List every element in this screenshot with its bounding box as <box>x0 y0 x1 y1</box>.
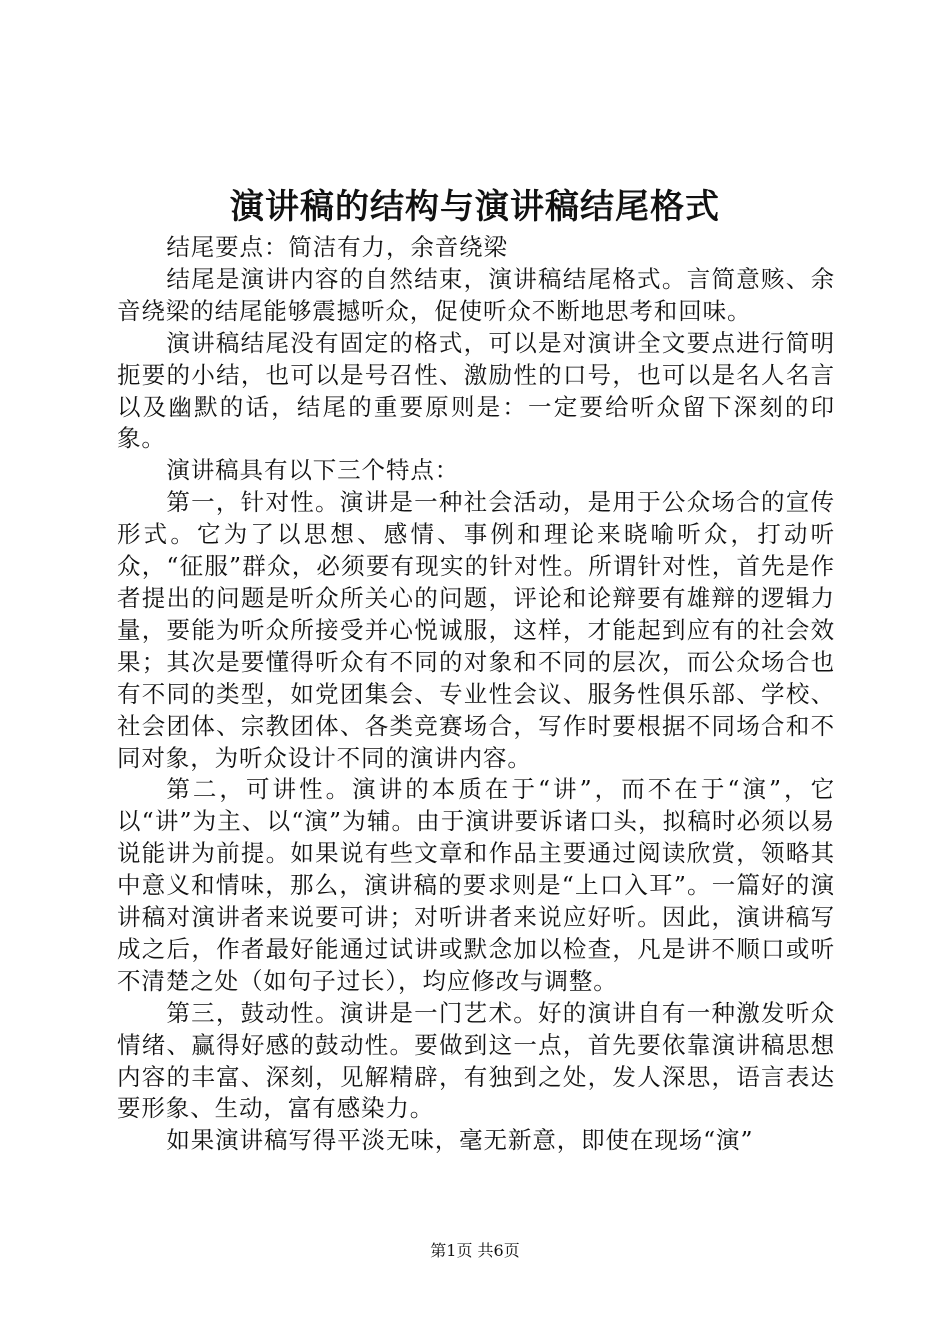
document-title: 演讲稿的结构与演讲稿结尾格式 <box>230 187 720 227</box>
paragraph-ending-format: 演讲稿结尾没有固定的格式，可以是对演讲全文要点进行简明扼要的小结，也可以是号召性、激励性的口号，也可以是名人名言以及幽默的话，结尾的重要原则是：一定要给听众留下深刻的印象。 <box>117 328 835 453</box>
page-number-footer: 第1页 共6页 <box>430 1241 520 1260</box>
paragraph-feature-three: 第三，鼓动性。演讲是一门艺术。好的演讲自有一种激发听众情绪、赢得好感的鼓动性。要做到这一点，首先要依靠演讲稿思想内容的丰富、深刻，见解精辟，有独到之处，发人深思，语言表达要形象、生动，富有感染力。 <box>117 998 835 1123</box>
document-body <box>117 232 835 1157</box>
paragraph-ending-intro: 结尾是演讲内容的自然结束，演讲稿结尾格式。言简意赅、余音绕梁的结尾能够震撼听众，促使听众不断地思考和回味。 <box>117 264 835 325</box>
paragraph-feature-one: 第一，针对性。演讲是一种社会活动，是用于公众场合的宣传形式。它为了以思想、感情、事例和理论来晓喻听众，打动听众，“征服”群众，必须要有现实的针对性。所谓针对性，首先是作者提出的问题是听众所关心的问题，评论和论辩要有雄辩的逻辑力量，要能为听众所接受并心悦诚服，这样，才能起到应有的社会效果；其次是要懂得听众有不同的对象和不同的层次，而公众场合也有不同的类型，如党团集会、专业性会议、服务性俱乐部、学校、社会团体、宗教团体、各类竞赛场合，写作时要根据不同场合和不同对象，为听众设计不同的演讲内容。 <box>117 488 835 772</box>
paragraph-feature-two: 第二，可讲性。演讲的本质在于“讲”，而不在于“演”，它以“讲”为主、以“演”为辅。由于演讲要诉诸口头，拟稿时必须以易说能讲为前提。如果说有些文章和作品主要通过阅读欣赏，领略其中意义和情味，那么，演讲稿的要求则是“上口入耳”。一篇好的演讲稿对演讲者来说要可讲；对听讲者来说应好听。因此，演讲稿写成之后，作者最好能通过试讲或默念加以检查，凡是讲不顺口或听不清楚之处（如句子过长），均应修改与调整。 <box>117 775 835 995</box>
paragraph-key-points: 结尾要点：简洁有力，余音绕梁 <box>166 233 508 261</box>
paragraph-continuation: 如果演讲稿写得平淡无味，毫无新意，即使在现场“演” <box>166 1126 754 1155</box>
paragraph-features-intro: 演讲稿具有以下三个特点： <box>166 456 460 485</box>
